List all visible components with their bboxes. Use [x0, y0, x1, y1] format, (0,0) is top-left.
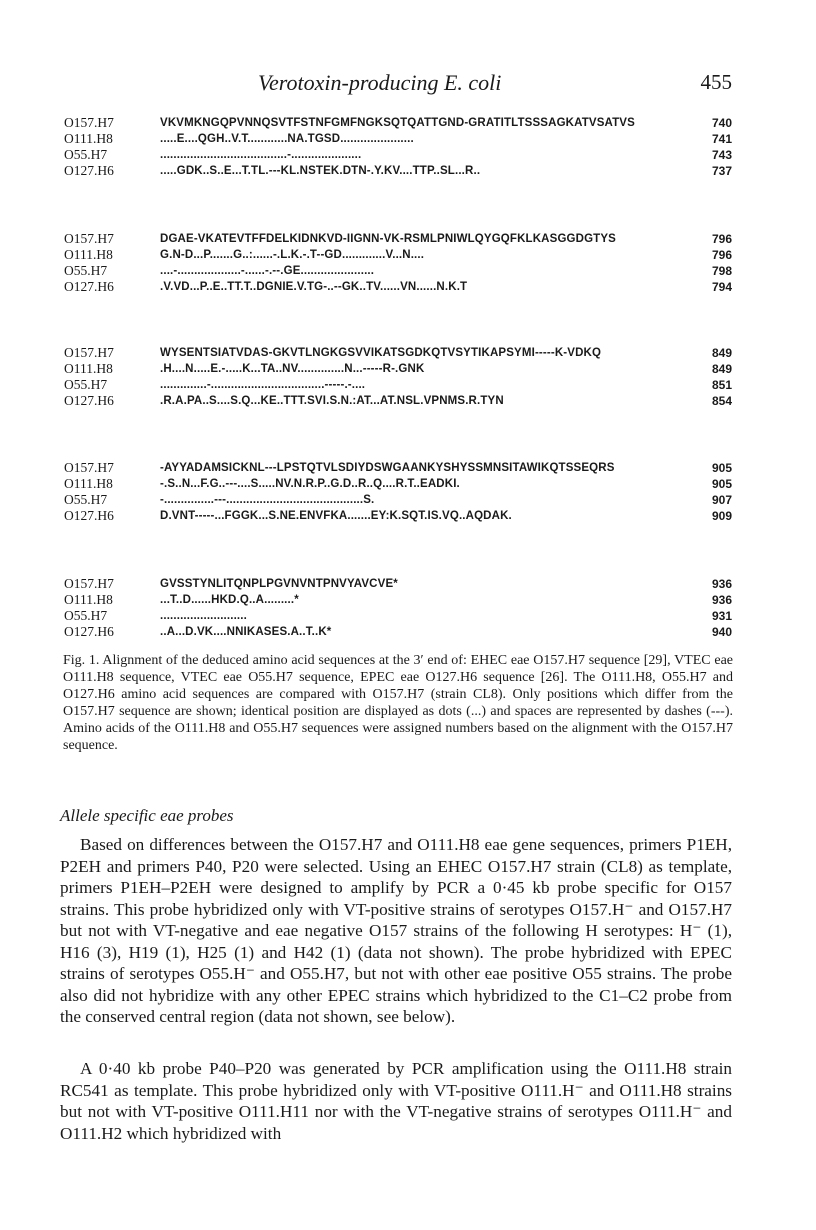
strain-label: O111.H8 [64, 476, 113, 491]
alignment-block [64, 576, 732, 640]
alignment-row [64, 508, 732, 524]
alignment-row [64, 263, 732, 279]
strain-label: O55.H7 [64, 492, 108, 507]
residue-number: 849 [711, 346, 732, 360]
section-heading: Allele specific eae probes [60, 806, 234, 825]
alignment-row [64, 231, 732, 247]
alignment-row [64, 247, 732, 263]
amino-acid-sequence: VKVMKNGQPVNNQSVTFSTNFGMFNGKSQTQATTGND-GRATITLTSSSAGKATVSATVS [160, 117, 635, 129]
body-paragraph: A 0·40 kb probe P40–P20 was generated by PCR amplification using the O111.H8 strain RC541 as template. This probe hybridized only with VT-positive O111.H⁻ and O111.H8 strains but not with VT-positive O111.H11 nor with the VT-negative strains of serotypes O111.H⁻ and O111.H2 which hybridized with [60, 1059, 732, 1143]
alignment-row [64, 592, 732, 608]
residue-number: 936 [711, 593, 732, 607]
residue-number: 905 [711, 461, 732, 475]
strain-label: O157.H7 [64, 460, 114, 475]
alignment-row [64, 492, 732, 508]
amino-acid-sequence: G.N-D...P.......G..:......-.L.K.-.T--GD.............V...N.... [160, 249, 425, 261]
residue-number: 851 [711, 378, 732, 392]
residue-number: 936 [711, 577, 732, 591]
amino-acid-sequence: ....-...................-......-.--.GE...................... [160, 265, 375, 277]
amino-acid-sequence: ......................................-..................... [160, 149, 362, 161]
strain-label: O111.H8 [64, 592, 113, 607]
strain-label: O111.H8 [64, 361, 113, 376]
residue-number: 743 [711, 148, 732, 162]
amino-acid-sequence: -...............---.........................................S. [160, 494, 375, 506]
alignment-row [64, 361, 732, 377]
alignment-row [64, 345, 732, 361]
strain-label: O157.H7 [64, 345, 114, 360]
amino-acid-sequence: DGAE-VKATEVTFFDELKIDNKVD-IIGNN-VK-RSMLPNIWLQYGQFKLKASGGDGTYS [160, 233, 616, 245]
strain-label: O55.H7 [64, 377, 108, 392]
amino-acid-sequence: .H....N.....E.-.....K...TA..NV..............N...-----R-.GNK [160, 363, 425, 375]
body-paragraph: Based on differences between the O157.H7 and O111.H8 eae gene sequences, primers P1EH, P2EH and primers P40, P20 were selected. Using an EHEC O157.H7 strain (CL8) as template, primers P1EH–P2EH were designed to amplify by PCR a 0·45 kb probe specific for O157 strains. This probe hybridized only with VT-positive strains of serotypes O157.H⁻ and O157.H7 but not with VT-negative and eae negative O157 strains of the following H serotypes: H⁻ (1), H16 (3), H19 (1), H25 (1) and H42 (1) (data not shown). The probe hybridized with EPEC strains of serotypes O55.H⁻ and O55.H7, but not with other eae positive O55 strains. The probe also did not hybridize with any other EPEC strains which hybridized to the C1–C2 probe from the conserved central region (data not shown, see below). [60, 835, 732, 1026]
alignment-row [64, 279, 732, 295]
strain-label: O157.H7 [64, 576, 114, 591]
residue-number: 794 [711, 280, 732, 294]
residue-number: 854 [711, 394, 732, 408]
strain-label: O127.H6 [64, 163, 114, 178]
residue-number: 740 [711, 116, 732, 130]
residue-number: 737 [711, 164, 732, 178]
amino-acid-sequence: ..............-..................................-----.-.... [160, 379, 366, 391]
residue-number: 940 [711, 625, 732, 639]
amino-acid-sequence: .R.A.PA..S....S.Q...KE..TTT.SVI.S.N.:AT...AT.NSL.VPNMS.R.TYN [160, 395, 504, 407]
residue-number: 741 [711, 132, 732, 146]
amino-acid-sequence: .....E....QGH..V.T............NA.TGSD...................... [160, 133, 414, 145]
residue-number: 849 [711, 362, 732, 376]
strain-label: O127.H6 [64, 624, 114, 639]
amino-acid-sequence: .V.VD...P..E..TT.T..DGNIE.V.TG-..--GK..TV......VN......N.K.T [160, 281, 468, 293]
residue-number: 796 [711, 232, 732, 246]
page-number: 455 [700, 70, 732, 94]
alignment-row [64, 377, 732, 393]
amino-acid-sequence: GVSSTYNLITQNPLPGVNVNTPNVYAVCVE* [160, 578, 398, 590]
page-header [60, 70, 732, 100]
alignment-row [64, 576, 732, 592]
amino-acid-sequence: -.S..N...F.G..---....S.....NV.N.R.P..G.D..R..Q....R.T..EADKI. [160, 478, 460, 490]
residue-number: 931 [711, 609, 732, 623]
alignment-row [64, 460, 732, 476]
strain-label: O127.H6 [64, 508, 114, 523]
amino-acid-sequence: WYSENTSIATVDAS-GKVTLNGKGSVVIKATSGDKQTVSYTIKAPSYMI-----K-VDKQ [160, 347, 602, 359]
alignment-row [64, 163, 732, 179]
alignment-block [64, 460, 732, 524]
alignment-row [64, 608, 732, 624]
alignment-row [64, 147, 732, 163]
amino-acid-sequence: -AYYADAMSICKNL---LPSTQTVLSDIYDSWGAANKYSHYSSMNSITAWIKQTSSEQRS [160, 462, 615, 474]
alignment-block [64, 231, 732, 295]
strain-label: O157.H7 [64, 115, 114, 130]
residue-number: 907 [711, 493, 732, 507]
strain-label: O111.H8 [64, 247, 113, 262]
alignment-row [64, 131, 732, 147]
strain-label: O55.H7 [64, 147, 108, 162]
strain-label: O55.H7 [64, 263, 108, 278]
running-title: Verotoxin-producing E. coli [258, 70, 502, 95]
strain-label: O55.H7 [64, 608, 108, 623]
amino-acid-sequence: D.VNT-----...FGGK...S.NE.ENVFKA.......EY:K.SQT.IS.VQ..AQDAK. [160, 510, 512, 522]
residue-number: 909 [711, 509, 732, 523]
alignment-block [64, 345, 732, 409]
alignment-row [64, 624, 732, 640]
amino-acid-sequence: .....GDK..S..E...T.TL.---KL.NSTEK.DTN-.Y.KV....TTP..SL...R.. [160, 165, 481, 177]
alignment-block [64, 115, 732, 179]
strain-label: O127.H6 [64, 393, 114, 408]
strain-label: O157.H7 [64, 231, 114, 246]
alignment-row [64, 393, 732, 409]
amino-acid-sequence: .......................... [160, 610, 247, 622]
figure-caption: Fig. 1. Alignment of the deduced amino acid sequences at the 3′ end of: EHEC eae O157.H7 sequence [29], VTEC eae O111.H8 sequence, VTEC eae O55.H7 sequence, EPEC eae O127.H6 sequence [26]. The O111.H8, O55.H7 and O127.H6 amino acid sequences are compared with O157.H7 (strain CL8). Only positions which differ from the O157.H7 sequence are shown; identical position are displayed as dots (...) and spaces are represented by dashes (---). Amino acids of the O111.H8 and O55.H7 sequences were assigned numbers based on the alignment with the O157.H7 sequence. [63, 653, 733, 753]
residue-number: 796 [711, 248, 732, 262]
amino-acid-sequence: ...T..D......HKD.Q..A.........* [160, 594, 299, 606]
strain-label: O111.H8 [64, 131, 113, 146]
residue-number: 798 [711, 264, 732, 278]
alignment-row [64, 476, 732, 492]
residue-number: 905 [711, 477, 732, 491]
alignment-row [64, 115, 732, 131]
strain-label: O127.H6 [64, 279, 114, 294]
amino-acid-sequence: ..A...D.VK....NNIKASES.A..T..K* [160, 626, 332, 638]
